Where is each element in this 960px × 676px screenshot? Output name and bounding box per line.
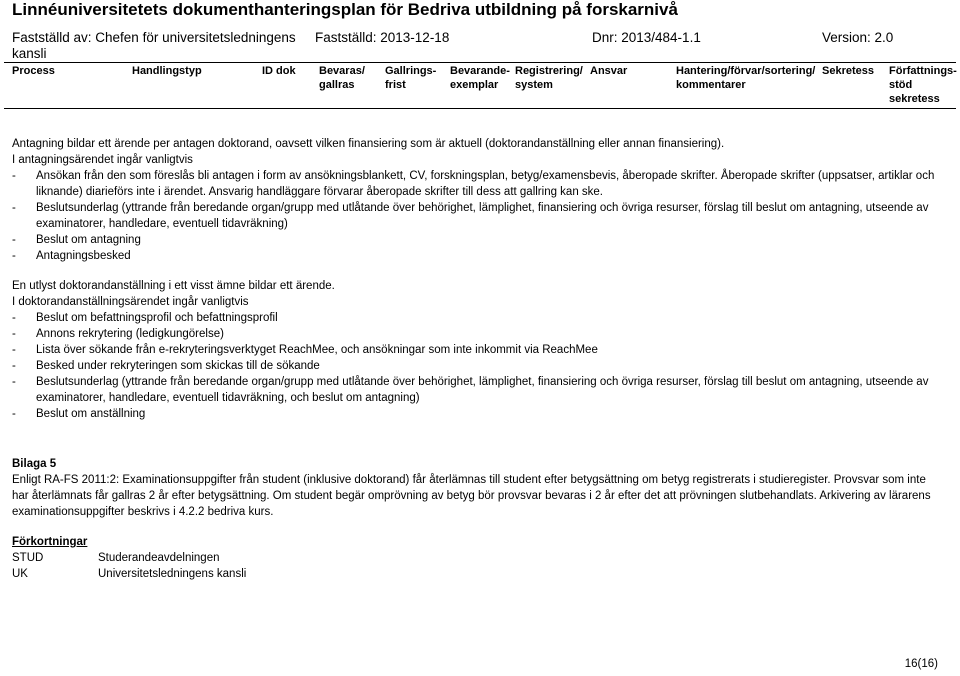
section1-intro: Antagning bildar ett ärende per antagen doktorand, oavsett vilken finansiering som är aktuell (doktorandanställning eller annan finansiering). xyxy=(12,138,725,150)
col-forfattningsstod: Författnings- stöd sekretess xyxy=(889,65,957,105)
list-item: - Ansökan från den som föreslås bli antagen i form av ansökningsblankett, CV, forskningsplan, betyg/examensbevis, åberopade skrifter. Åberopade skrifter (uppsatser, artiklar och liknande) diarieförs inte i ärendet. Ansvarig handläggare förvarar åberopade skrifter till dess att gallring kan ske. xyxy=(12,170,935,198)
abbreviation-row: UK Universitetsledningens kansli xyxy=(12,568,247,580)
list-item: - Lista över sökande från e-rekryteringsverktyget ReachMee, och ansökningar som inte inkommit via ReachMee xyxy=(12,344,598,356)
appendix-heading: Bilaga 5 xyxy=(12,458,57,470)
version: Version: 2.0 xyxy=(822,30,894,45)
list-item: - Beslutsunderlag (yttrande från beredande organ/grupp med utlåtande över behörighet, lämplighet, finansiering och övriga resurser, förslag till beslut om antagning, utseende av examinatorer, handledare, eventuell tidavräkning) xyxy=(12,202,929,230)
abbreviations-heading: Förkortningar xyxy=(12,536,88,548)
list-item: - Beslut om antagning xyxy=(12,234,141,246)
col-bevaras: Bevaras/ gallras xyxy=(319,65,365,91)
established-by: Fastställd av: Chefen för universitetsledningens xyxy=(12,30,296,45)
list-item: - Beslutsunderlag (yttrande från beredande organ/grupp med utlåtande över behörighet, lämplighet, finansiering och övriga resurser, förslag till beslut om antagning, utseende av examinatorer, handledare, eventuell tidavräkning, och beslut om antagning) xyxy=(12,376,929,404)
col-ansvar: Ansvar xyxy=(590,65,628,77)
table-header xyxy=(0,64,960,108)
table-header-divider xyxy=(4,108,956,109)
col-handlingstyp: Handlingstyp xyxy=(132,65,202,77)
col-gallringsfrist: Gallrings- frist xyxy=(385,65,437,91)
established-date: Fastställd: 2013-12-18 xyxy=(315,30,450,45)
section2-lead: I doktorandanställningsärendet ingår vanligtvis xyxy=(12,296,249,308)
abbreviation-row: STUD Studerandeavdelningen xyxy=(12,552,220,564)
dnr: Dnr: 2013/484-1.1 xyxy=(592,30,701,45)
col-hantering: Hantering/förvar/sortering/ kommentarer xyxy=(676,65,816,91)
established-by-cont: kansli xyxy=(12,46,47,61)
list-item: - Antagningsbesked xyxy=(12,250,131,262)
col-sekretess: Sekretess xyxy=(822,65,874,77)
list-item: - Annons rekrytering (ledigkungörelse) xyxy=(12,328,224,340)
document-body xyxy=(12,136,942,582)
col-bevarandeexemplar: Bevarande- exemplar xyxy=(450,65,510,91)
col-registrering: Registrering/ system xyxy=(515,65,583,91)
list-item: - Beslut om anställning xyxy=(12,408,146,420)
col-process: Process xyxy=(12,65,55,77)
appendix-text: Enligt RA-FS 2011:2: Examinationsuppgifter från student (inklusive doktorand) får återlämnas till student efter betygsättning om betyg registrerats i studieregister. Provsvar som inte har återlämnats får gallras 2 år efter betygsättning. Om student begär omprövning av betyg bör provsvar bevaras i 2 år efter det att prövningen slutbehandlats. Arkivering av lärarens examinationsuppgifter beskrivs i 4.2.2 bedriva kurs. xyxy=(12,474,931,518)
list-item: - Besked under rekryteringen som skickas till de sökande xyxy=(12,360,320,372)
list-item: - Beslut om befattningsprofil och befattningsprofil xyxy=(12,312,278,324)
section2-intro: En utlyst doktorandanställning i ett visst ämne bildar ett ärende. xyxy=(12,280,335,292)
document-meta xyxy=(0,28,960,62)
section1-lead: I antagningsärendet ingår vanligtvis xyxy=(12,154,193,166)
header-divider xyxy=(4,62,956,63)
page-number: 16(16) xyxy=(904,658,938,670)
col-id-dok: ID dok xyxy=(262,65,296,77)
document-title: Linnéuniversitetets dokumenthanteringsplan för Bedriva utbildning på forskarnivå xyxy=(12,0,678,19)
